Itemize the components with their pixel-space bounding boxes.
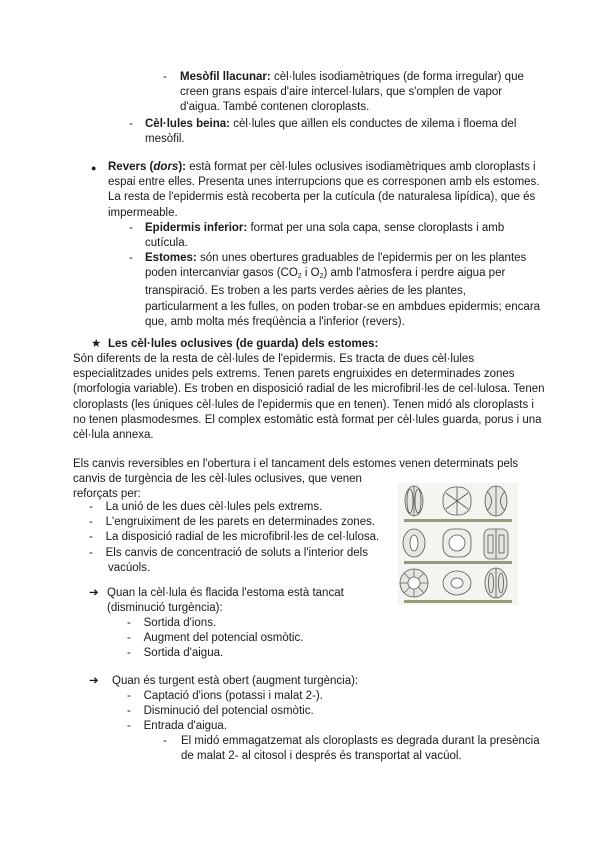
flacida-block bbox=[107, 586, 344, 616]
turgent-item-2: Disminució del potencial osmòtic. bbox=[143, 705, 314, 718]
factor-4-cont: vacúols. bbox=[108, 561, 151, 574]
estomes-term: Estomes: bbox=[145, 252, 197, 264]
flacida-line-1: Quan la cèl·lula és flacida l'estoma està tancat bbox=[107, 587, 344, 599]
epidermis-line-2: cutícula. bbox=[145, 237, 188, 250]
estomes-line-1: són unes obertures graduables de l'epidermis per on les plantes bbox=[199, 252, 527, 264]
co2-subscript: 2 bbox=[297, 273, 302, 281]
revers-term-end: ): bbox=[178, 161, 186, 173]
paragraph-oclusives bbox=[73, 352, 545, 443]
para1-line-6: cèl·lula annexa. bbox=[73, 429, 154, 442]
list-item: - L'engruiximent de les parets en determinades zones. bbox=[89, 516, 376, 529]
dash-bullet: - bbox=[129, 222, 133, 234]
para1-line-5: no tenen plasmodesmes. El complex estomàtic està format per cèl·lules guarda, porus i una bbox=[73, 413, 542, 426]
dash-bullet: - bbox=[129, 252, 133, 264]
list-item: - Els canvis de concentració de soluts a l'interior dels bbox=[89, 546, 368, 559]
factor-2: L'engruiximent de les parets en determinades zones. bbox=[105, 516, 376, 529]
estomes-mid: i O bbox=[301, 267, 320, 280]
list-item: - Augment del potencial osmòtic. bbox=[127, 632, 304, 645]
turgent-sub bbox=[181, 734, 540, 764]
stomata-figure bbox=[398, 483, 518, 605]
para1-line-2: especialitzades unides pels extrems. Tenen parets engruixides en determinades zones bbox=[73, 368, 515, 381]
estomes-after: ) amb l'atmosfera i perdre aigua per bbox=[323, 267, 506, 280]
revers-line-4: impermeable. bbox=[108, 206, 178, 219]
flacida-item-3: Sortida d'aigua. bbox=[143, 647, 224, 660]
epidermis-item bbox=[145, 221, 504, 251]
epidermis-term: Epidermis inferior: bbox=[145, 222, 248, 234]
mesofil-line-3: d'aigua. També contenen cloroplasts. bbox=[180, 101, 370, 114]
arrow-bullet: ➔ bbox=[89, 675, 99, 687]
para1-line-4: cloroplasts (les úniques cèl·lules de l'epidermis que en tenen). Tenen midó als cloroplasts i bbox=[73, 398, 534, 411]
dash-bullet: - bbox=[163, 735, 167, 747]
revers-item bbox=[108, 160, 540, 221]
mesofil-line-1: cèl·lules isodiamètriques (de forma irregular) que bbox=[273, 71, 524, 83]
revers-line-1: està format per cèl·lules oclusives isodiamètriques amb cloroplasts i bbox=[189, 161, 536, 173]
arrow-bullet: ➔ bbox=[89, 587, 99, 599]
beina-line-2: mesòfil. bbox=[145, 133, 185, 146]
revers-line-2: espai entre elles. Presenta unes interrupcions que es corresponen amb els estomes. bbox=[108, 176, 540, 189]
turgent-block bbox=[112, 674, 358, 689]
factor-4: Els canvis de concentració de soluts a l'interior dels bbox=[105, 546, 368, 559]
factor-1: La unió de les dues cèl·lules pels extrems. bbox=[105, 501, 323, 513]
revers-line-3: La resta de l'epidermis està recoberta per la cutícula (de naturalesa lipídica), que és bbox=[108, 191, 536, 204]
turgent-item-1: Captació d'ions (potassi i malat 2-). bbox=[143, 690, 323, 702]
mesofil-line-2: creen grans espais d'aire intercel·lulars, que s'omplen de vapor bbox=[180, 86, 503, 99]
list-item: - Captació d'ions (potassi i malat 2-). bbox=[127, 690, 323, 702]
estomes-line-3: Es troben a les parts verdes aèries de les plantes, bbox=[210, 285, 466, 298]
turgent-item-3: Entrada d'aigua. bbox=[143, 720, 228, 733]
para2-line-2: canvis de turgència de les cèl·lules oclusives, que venen bbox=[73, 473, 362, 486]
estomes-item bbox=[145, 251, 540, 330]
turgent-line-1: Quan és turgent està obert (augment turgència): bbox=[112, 675, 359, 687]
list-item: - Sortida d'ions. bbox=[127, 617, 217, 629]
estomes-line-3a: transpiració. bbox=[145, 285, 208, 298]
mesofil-item bbox=[180, 70, 524, 116]
turgent-sub-line-1: El midó emmagatzemat als cloroplasts es degrada durant la presència bbox=[181, 735, 540, 747]
dash-bullet: - bbox=[129, 118, 133, 130]
para1-line-3: (morfologia variable). Es troben en disposició radial de les microfibril·les de cel·lulosa. Tenen bbox=[73, 383, 545, 396]
list-item: - Entrada d'aigua. bbox=[127, 720, 228, 733]
list-item: - La unió de les dues cèl·lules pels extrems. bbox=[89, 501, 323, 513]
turgent-list bbox=[127, 689, 323, 735]
flacida-item-2: Augment del potencial osmòtic. bbox=[143, 632, 304, 645]
factor-3: La disposició radial de les microfibril·les de cel·lulosa. bbox=[105, 531, 380, 544]
para1-line-1: Són diferents de la resta de cèl·lules de l'epidermis. Es tracta de dues cèl·lules bbox=[73, 353, 475, 365]
beina-term: Cèl·lules beina: bbox=[145, 118, 230, 130]
round-bullet: ● bbox=[91, 163, 97, 173]
section-heading: Les cèl·lules oclusives (de guarda) dels estomes: bbox=[108, 338, 379, 350]
flacida-list bbox=[127, 616, 303, 662]
flacida-item-1: Sortida d'ions. bbox=[143, 617, 217, 629]
para2-line-1: Els canvis reversibles en l'obertura i el tancament dels estomes venen determinats pels bbox=[73, 458, 519, 470]
list-item: - La disposició radial de les microfibril·les de cel·lulosa. bbox=[89, 531, 380, 544]
flacida-line-2: (disminució turgència): bbox=[107, 602, 223, 615]
beina-item bbox=[145, 117, 516, 147]
list-item: - Disminució del potencial osmòtic. bbox=[127, 705, 314, 718]
revers-term: Revers ( bbox=[108, 161, 154, 173]
estomes-line-4: particularment a les fulles, on poden trobar-se en ambdues epidermis; encara bbox=[145, 300, 541, 313]
factors-list bbox=[89, 500, 379, 576]
estomes-line-2: poden intercanviar gasos (CO bbox=[145, 267, 298, 280]
estomes-line-5: que, amb molta més freqüència a l'inferior (revers). bbox=[145, 315, 405, 328]
turgent-sub-line-2: de malat 2- al citosol i després és transportat al vacúol. bbox=[181, 750, 462, 763]
epidermis-line-1: format per una sola capa, sense cloroplasts i amb bbox=[250, 222, 505, 234]
list-item: - Sortida d'aigua. bbox=[127, 647, 224, 660]
dash-bullet: - bbox=[163, 71, 167, 83]
o2-subscript: 2 bbox=[319, 273, 324, 281]
stomata-illustration bbox=[398, 483, 518, 605]
beina-line-1: cèl·lules que aïllen els conductes de xilema i floema del bbox=[233, 118, 517, 130]
mesofil-term: Mesòfil llacunar: bbox=[180, 71, 271, 83]
revers-term-italic: dors bbox=[153, 161, 179, 173]
para2-line-3: reforçats per: bbox=[73, 488, 141, 501]
star-bullet: ★ bbox=[91, 338, 102, 350]
